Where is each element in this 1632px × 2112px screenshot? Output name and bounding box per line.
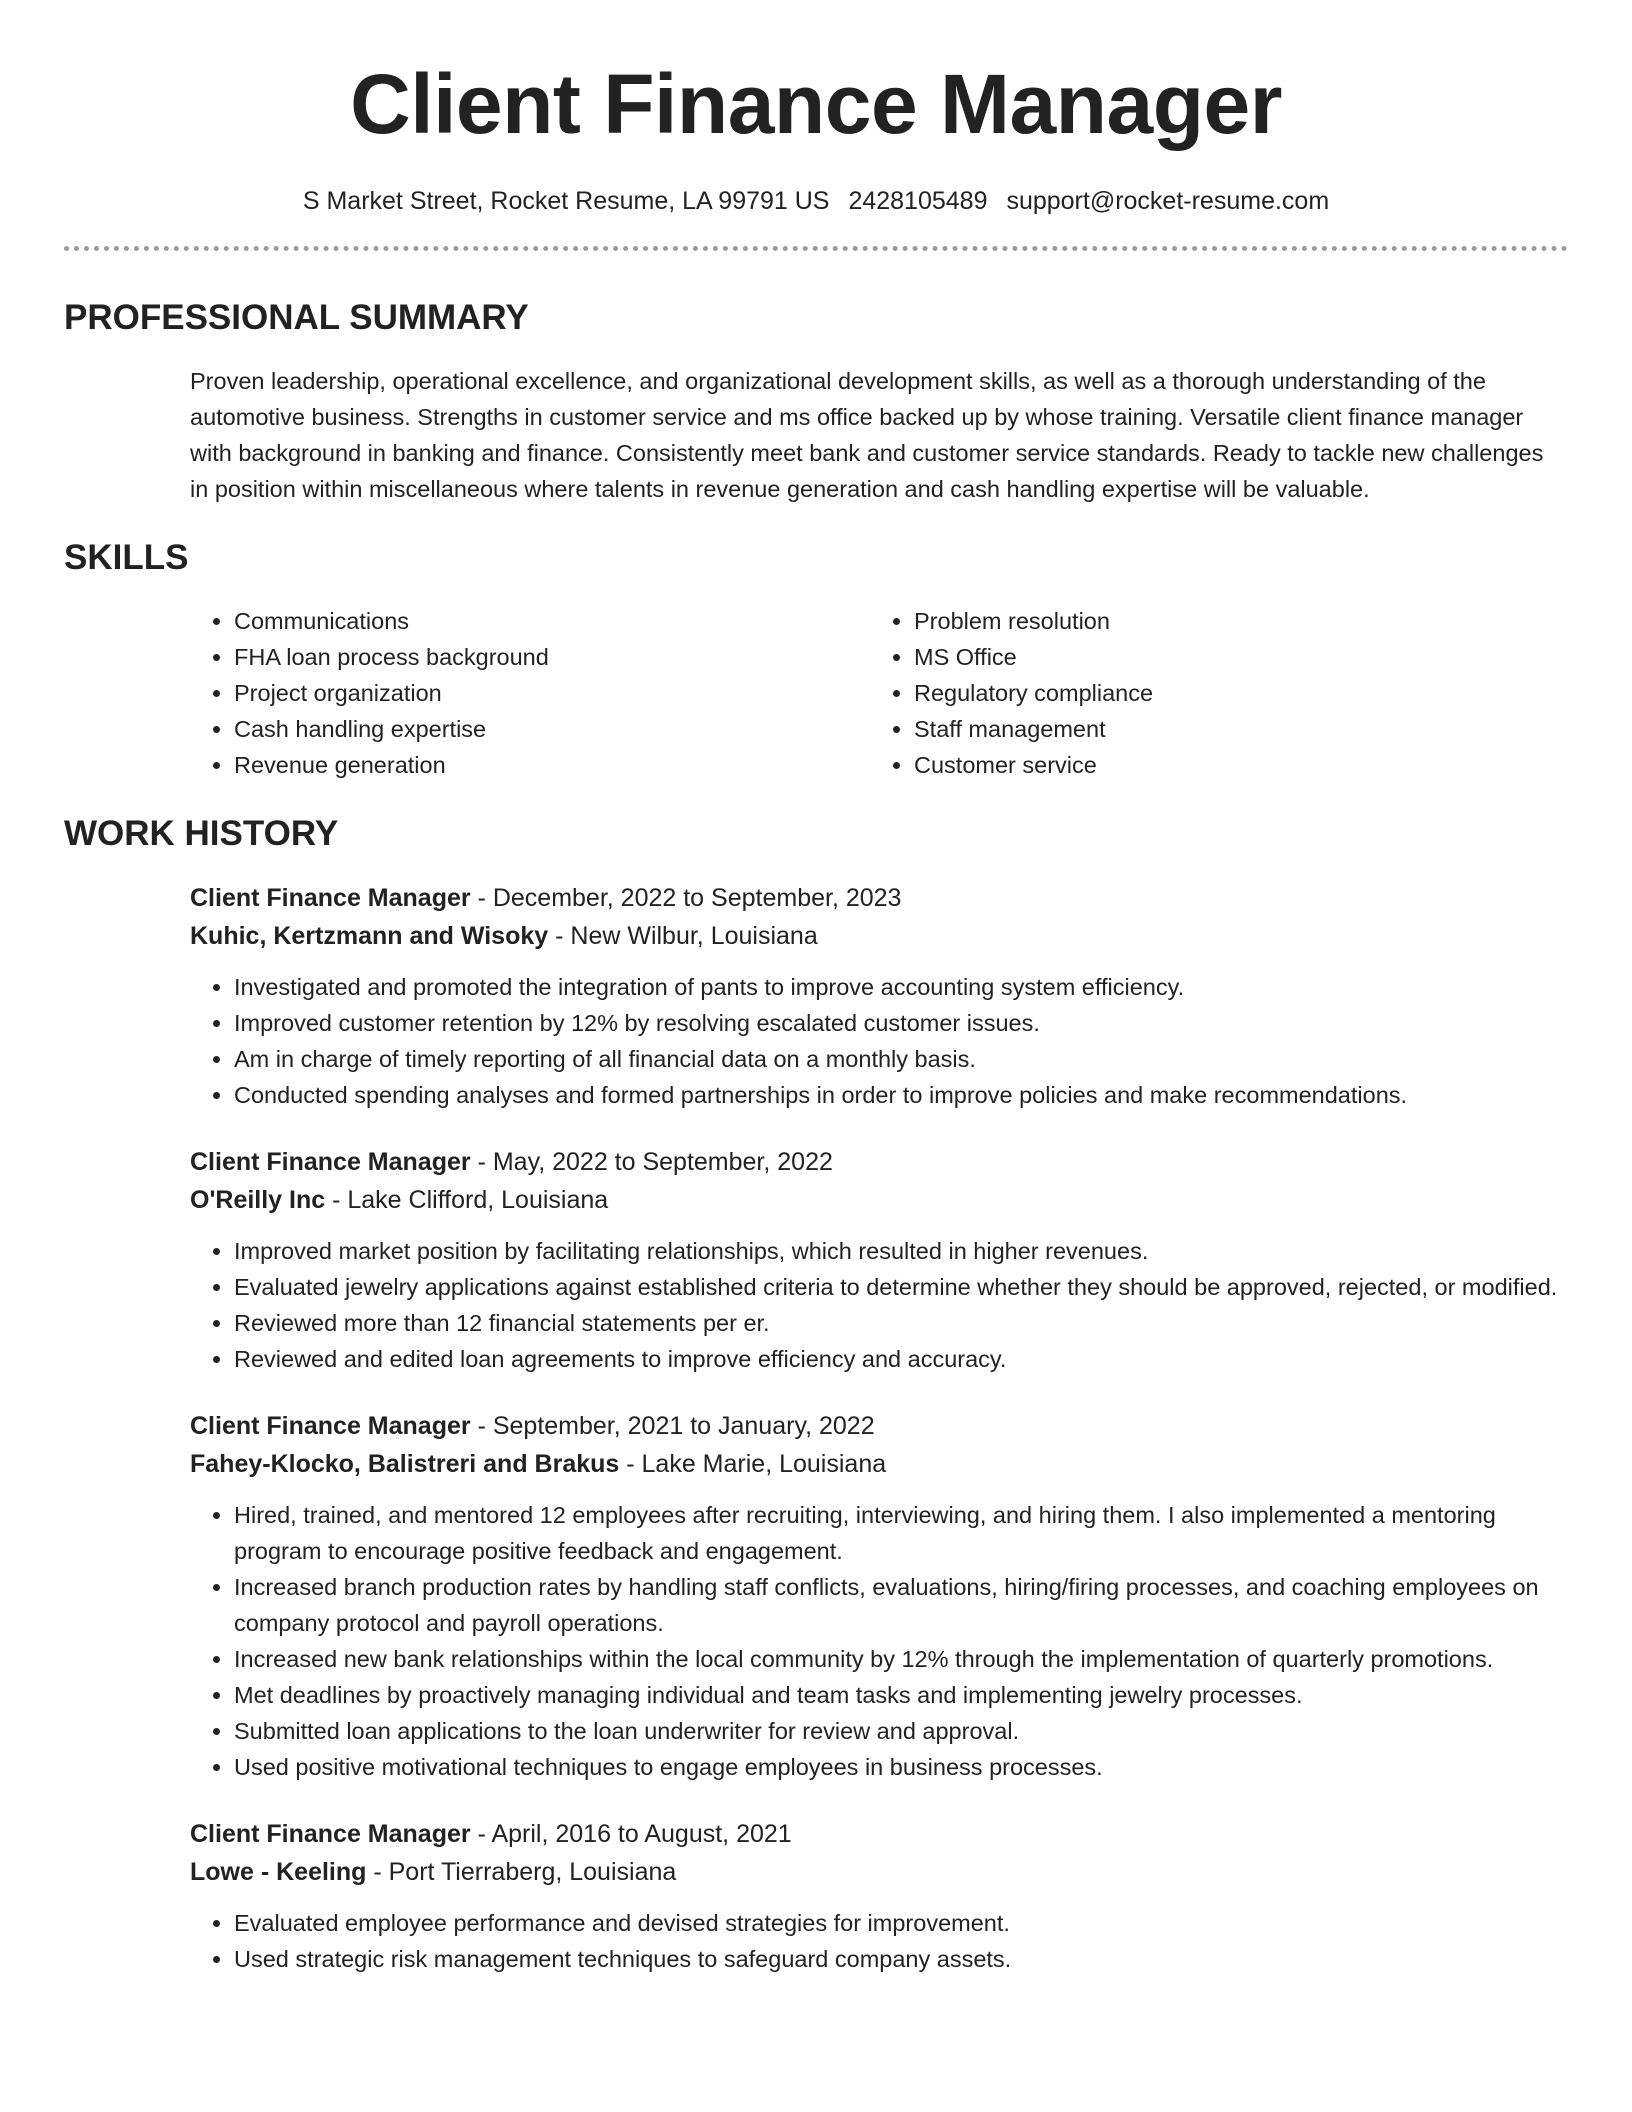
job-role: Client Finance Manager: [190, 1820, 471, 1848]
job-bullet: • Conducted spending analyses and formed partnerships in order to improve policies and make recommendations.: [234, 1077, 1568, 1113]
job-bullet: • Evaluated employee performance and devised strategies for improvement.: [234, 1905, 1568, 1941]
skill-item: • Problem resolution: [914, 603, 1550, 639]
contact-phone: 2428105489: [848, 187, 988, 215]
job-location: - New Wilbur, Louisiana: [548, 922, 818, 950]
job-bullet: • Met deadlines by proactively managing individual and team tasks and implementing jewelry processes.: [234, 1677, 1568, 1713]
job-entry: [190, 1407, 1568, 1785]
job-company-line: [190, 1445, 1568, 1483]
contact-email: support@rocket-resume.com: [1006, 187, 1330, 215]
job-bullet: • Improved market position by facilitating relationships, which resulted in higher revenues.: [234, 1233, 1568, 1269]
job-bullets: [190, 969, 1568, 1113]
job-company: O'Reilly Inc: [190, 1186, 326, 1214]
summary-text: Proven leadership, operational excellence, and organizational development skills, as well as a thorough understanding of the automotive business. Strengths in customer service and ms office backed up by whose training. Versatile client finance manager with background in banking and finance. Consistently meet bank and customer service standards. Ready to tackle new challenges in position within miscellaneous where talents in revenue generation and cash handling expertise will be valuable.: [190, 368, 1544, 502]
job-location: - Port Tierraberg, Louisiana: [366, 1858, 677, 1886]
contact-line: [64, 186, 1568, 216]
job-location: - Lake Marie, Louisiana: [619, 1450, 887, 1478]
section-title-work-history: WORK HISTORY: [64, 814, 339, 853]
job-company-line: [190, 1853, 1568, 1891]
job-company-line: [190, 1181, 1568, 1219]
skill-item: • Customer service: [914, 747, 1550, 783]
section-title-summary: PROFESSIONAL SUMMARY: [64, 298, 529, 337]
skills-column-right: [870, 603, 1550, 783]
skill-item: • FHA loan process background: [234, 639, 870, 675]
resume-name: Client Finance Manager: [350, 57, 1282, 151]
job-role-line: [190, 1407, 1568, 1445]
job-bullet: • Increased branch production rates by handling staff conflicts, evaluations, hiring/firing processes, and coaching employees on company protocol and payroll operations.: [234, 1569, 1568, 1641]
job-bullet: • Used positive motivational techniques to engage employees in business processes.: [234, 1749, 1568, 1785]
job-dates: - September, 2021 to January, 2022: [470, 1412, 875, 1440]
job-dates: - April, 2016 to August, 2021: [470, 1820, 792, 1848]
job-entry: [190, 1143, 1568, 1377]
skill-item: • Revenue generation: [234, 747, 870, 783]
job-entry: [190, 1815, 1568, 1977]
job-role-line: [190, 1143, 1568, 1181]
job-bullet: • Reviewed and edited loan agreements to improve efficiency and accuracy.: [234, 1341, 1568, 1377]
job-bullet: • Investigated and promoted the integration of pants to improve accounting system efficiency.: [234, 969, 1568, 1005]
skill-item: • Regulatory compliance: [914, 675, 1550, 711]
job-location: - Lake Clifford, Louisiana: [325, 1186, 609, 1214]
job-bullet: • Am in charge of timely reporting of all financial data on a monthly basis.: [234, 1041, 1568, 1077]
job-role: Client Finance Manager: [190, 1412, 471, 1440]
job-company: Fahey-Klocko, Balistreri and Brakus: [190, 1450, 620, 1478]
job-role: Client Finance Manager: [190, 1148, 471, 1176]
job-bullet: • Evaluated jewelry applications against established criteria to determine whether they should be approved, rejected, or modified.: [234, 1269, 1568, 1305]
skill-item: • Staff management: [914, 711, 1550, 747]
job-role-line: [190, 1815, 1568, 1853]
job-entry: [190, 879, 1568, 1113]
header-divider: [64, 246, 1568, 251]
job-role-line: [190, 879, 1568, 917]
skill-item: • Cash handling expertise: [234, 711, 870, 747]
skills-grid: [190, 603, 1568, 783]
job-dates: - May, 2022 to September, 2022: [470, 1148, 833, 1176]
job-role: Client Finance Manager: [190, 884, 471, 912]
skill-item: • MS Office: [914, 639, 1550, 675]
job-dates: - December, 2022 to September, 2023: [470, 884, 902, 912]
job-bullet: • Used strategic risk management techniques to safeguard company assets.: [234, 1941, 1568, 1977]
job-company: Lowe - Keeling: [190, 1858, 367, 1886]
job-bullet: • Hired, trained, and mentored 12 employees after recruiting, interviewing, and hiring them. I also implemented a mentoring program to encourage positive feedback and engagement.: [234, 1497, 1568, 1569]
job-bullet: • Increased new bank relationships within the local community by 12% through the implementation of quarterly promotions.: [234, 1641, 1568, 1677]
job-bullets: [190, 1905, 1568, 1977]
skills-column-left: [190, 603, 870, 783]
job-bullet: • Submitted loan applications to the loan underwriter for review and approval.: [234, 1713, 1568, 1749]
job-company: Kuhic, Kertzmann and Wisoky: [190, 922, 549, 950]
job-bullets: [190, 1497, 1568, 1785]
job-bullet: • Improved customer retention by 12% by resolving escalated customer issues.: [234, 1005, 1568, 1041]
skill-item: • Communications: [234, 603, 870, 639]
section-title-skills: SKILLS: [64, 538, 189, 577]
job-bullets: [190, 1233, 1568, 1377]
skill-item: • Project organization: [234, 675, 870, 711]
contact-address: S Market Street, Rocket Resume, LA 99791 US: [302, 187, 830, 215]
job-bullet: • Reviewed more than 12 financial statements per er.: [234, 1305, 1568, 1341]
job-company-line: [190, 917, 1568, 955]
